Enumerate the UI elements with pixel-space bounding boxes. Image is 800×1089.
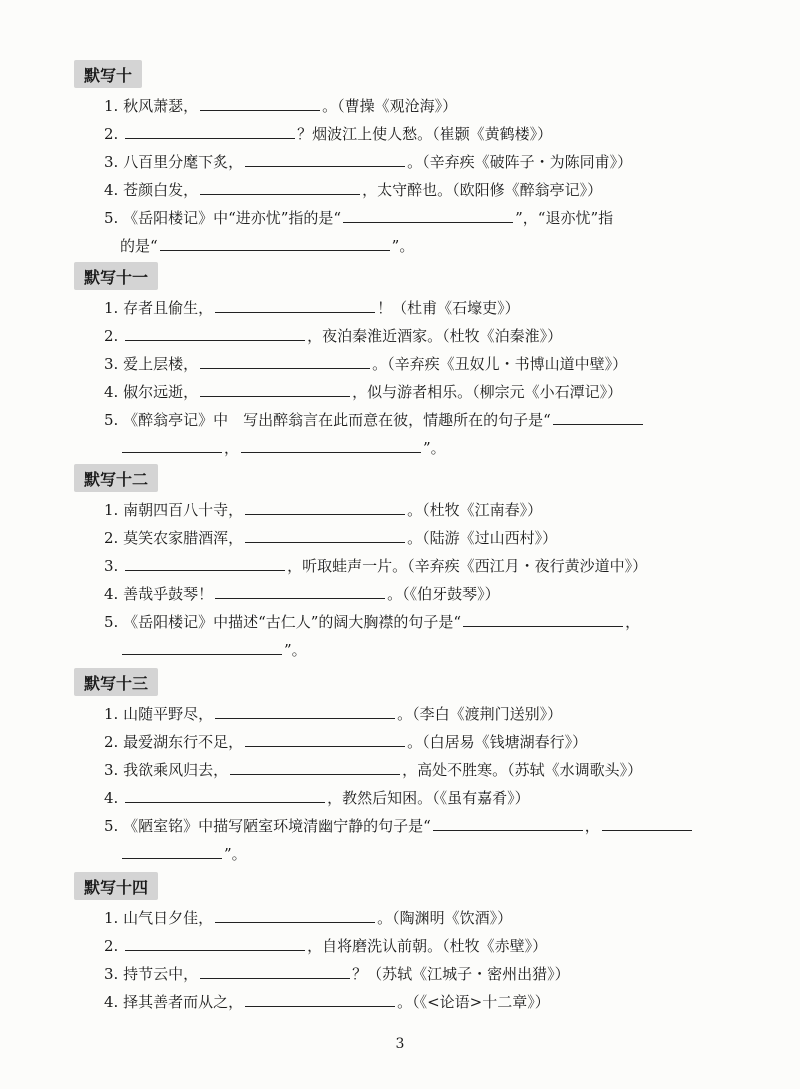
question-text: ！（杜甫《石壕吏》） — [377, 299, 520, 317]
question-line — [72, 322, 712, 350]
answer-blank[interactable] — [200, 178, 360, 195]
question-text: ？（苏轼《江城子・密州出猎》） — [352, 965, 570, 983]
answer-blank[interactable] — [200, 352, 370, 369]
question-line-continued — [72, 636, 712, 664]
question-number: 5. — [104, 411, 119, 429]
question-line — [72, 960, 712, 988]
question-number: 2. — [104, 937, 119, 955]
question-text: 俶尔远逝， — [123, 383, 199, 401]
question-text: 善哉乎鼓琴！ — [123, 585, 214, 603]
answer-blank[interactable] — [245, 526, 405, 543]
question-text: 《岳阳楼记》中描述“古仁人”的阔大胸襟的句子是“ — [123, 613, 462, 631]
answer-blank[interactable] — [200, 380, 350, 397]
question-number: 1. — [104, 299, 119, 317]
question-text: ，夜泊秦淮近酒家。（杜牧《泊秦淮》） — [307, 327, 563, 345]
question-line — [72, 932, 712, 960]
question-text: 存者且偷生， — [123, 299, 214, 317]
question-line — [72, 204, 712, 232]
answer-blank[interactable] — [215, 296, 375, 313]
question-number: 3. — [104, 153, 119, 171]
answer-blank[interactable] — [215, 582, 385, 599]
answer-blank[interactable] — [125, 324, 305, 341]
question-number: 5. — [104, 817, 119, 835]
question-text: ”。 — [423, 439, 446, 457]
question-line — [72, 350, 712, 378]
answer-blank[interactable] — [245, 990, 395, 1007]
section-heading: 默写十 — [74, 60, 142, 88]
question-text: 《陋室铭》中描写陋室环境清幽宁静的句子是“ — [123, 817, 431, 835]
question-number: 3. — [104, 761, 119, 779]
question-number: 2. — [104, 529, 119, 547]
section-heading: 默写十四 — [74, 872, 158, 900]
question-text: ，教然后知困。（《虽有嘉肴》） — [327, 789, 530, 807]
question-text: 。（陆游《过山西村》） — [407, 529, 558, 547]
question-text: ”。 — [391, 237, 415, 255]
question-line-continued — [72, 232, 712, 260]
question-text: 。（《<论语>十二章》） — [397, 993, 550, 1011]
question-line — [72, 988, 712, 1016]
question-text: 。（白居易《钱塘湖春行》） — [407, 733, 588, 751]
question-line — [72, 524, 712, 552]
question-number: 4. — [104, 383, 119, 401]
answer-blank[interactable] — [215, 906, 375, 923]
question-number: 3. — [104, 965, 119, 983]
answer-blank[interactable] — [245, 498, 405, 515]
answer-blank[interactable] — [463, 610, 623, 627]
question-text: ？烟波江上使人愁。（崔颢《黄鹤楼》） — [297, 125, 553, 143]
answer-blank[interactable] — [122, 638, 282, 655]
answer-blank[interactable] — [433, 814, 583, 831]
question-line — [72, 148, 712, 176]
answer-blank[interactable] — [215, 702, 395, 719]
question-line — [72, 92, 712, 120]
question-text: ，自将磨洗认前朝。（杜牧《赤壁》） — [307, 937, 548, 955]
question-text: 择其善者而从之， — [123, 993, 244, 1011]
question-text: ， — [224, 439, 240, 457]
answer-blank[interactable] — [200, 94, 320, 111]
question-line — [72, 904, 712, 932]
question-number: 4. — [104, 181, 119, 199]
answer-blank[interactable] — [245, 730, 405, 747]
question-text: ，听取蛙声一片。（辛弃疾《西江月・夜行黄沙道中》） — [287, 557, 648, 575]
section-heading: 默写十二 — [74, 464, 158, 492]
page-number: 3 — [395, 1036, 405, 1052]
section-11 — [72, 262, 712, 462]
question-text: 山气日夕佳， — [123, 909, 214, 927]
question-number: 1. — [104, 705, 119, 723]
question-text: 山随平野尽， — [123, 705, 214, 723]
answer-blank[interactable] — [200, 962, 350, 979]
question-text: 。（辛弃疾《破阵子・为陈同甫》） — [407, 153, 633, 171]
question-number: 2. — [104, 327, 119, 345]
question-line — [72, 700, 712, 728]
section-13 — [72, 668, 712, 868]
question-line — [72, 406, 712, 434]
question-number: 4. — [104, 993, 119, 1011]
answer-blank[interactable] — [125, 554, 285, 571]
question-number: 2. — [104, 733, 119, 751]
question-number: 4. — [104, 585, 119, 603]
section-heading: 默写十三 — [74, 668, 158, 696]
question-number: 5. — [104, 209, 119, 227]
question-text: 。（曹操《观沧海》） — [322, 97, 458, 115]
answer-blank[interactable] — [122, 436, 222, 453]
answer-blank[interactable] — [125, 934, 305, 951]
answer-blank[interactable] — [602, 814, 692, 831]
question-text: ”。 — [284, 641, 307, 659]
question-number: 1. — [104, 97, 119, 115]
question-number: 3. — [104, 557, 119, 575]
question-text: 爱上层楼， — [123, 355, 199, 373]
answer-blank[interactable] — [230, 758, 400, 775]
question-line — [72, 496, 712, 524]
question-text: ”。 — [224, 845, 247, 863]
question-line — [72, 580, 712, 608]
question-text: 。（李白《渡荆门送别》） — [397, 705, 563, 723]
question-line — [72, 608, 712, 636]
question-number: 2. — [104, 125, 119, 143]
section-12 — [72, 464, 712, 664]
question-text: 我欲乘风归去， — [123, 761, 229, 779]
question-text: 持节云中， — [123, 965, 199, 983]
answer-blank[interactable] — [160, 234, 390, 251]
question-text: 《醉翁亭记》中 写出醉翁言在此而意在彼，情趣所在的句子是“ — [123, 411, 551, 429]
question-text: 。（辛弃疾《丑奴儿・书博山道中壁》） — [372, 355, 628, 373]
question-line — [72, 812, 712, 840]
question-number: 1. — [104, 909, 119, 927]
question-line — [72, 294, 712, 322]
question-text: 的是“ — [120, 237, 158, 255]
section-heading: 默写十一 — [74, 262, 158, 290]
question-line — [72, 120, 712, 148]
question-text: ”，“退亦忧”指 — [515, 209, 614, 227]
question-text: ，高处不胜寒。（苏轼《水调歌头》） — [402, 761, 643, 779]
question-text: ，似与游者相乐。（柳宗元《小石潭记》） — [352, 383, 623, 401]
question-text: 。（《伯牙鼓琴》） — [387, 585, 500, 603]
answer-blank[interactable] — [343, 206, 513, 223]
question-text: 八百里分麾下炙， — [123, 153, 244, 171]
question-number: 5. — [104, 613, 119, 631]
question-number: 1. — [104, 501, 119, 519]
question-line — [72, 784, 712, 812]
answer-blank[interactable] — [122, 842, 222, 859]
question-text: ， — [625, 613, 641, 631]
question-line — [72, 378, 712, 406]
question-line-continued — [72, 840, 712, 868]
question-number: 4. — [104, 789, 119, 807]
answer-blank[interactable] — [553, 408, 643, 425]
question-text: 苍颜白发， — [123, 181, 199, 199]
question-text: 。（陶渊明《饮酒》） — [377, 909, 513, 927]
question-number: 3. — [104, 355, 119, 373]
answer-blank[interactable] — [245, 150, 405, 167]
question-text: ， — [584, 817, 600, 835]
question-text: 《岳阳楼记》中“进亦忧”指的是“ — [123, 209, 342, 227]
question-text: 最爱湖东行不足， — [123, 733, 244, 751]
answer-blank[interactable] — [241, 436, 421, 453]
question-line — [72, 176, 712, 204]
section-14 — [72, 872, 712, 1016]
question-text: 南朝四百八十寺， — [123, 501, 244, 519]
question-line-continued — [72, 434, 712, 462]
question-line — [72, 728, 712, 756]
question-line — [72, 756, 712, 784]
question-text: 秋风萧瑟， — [123, 97, 199, 115]
answer-blank[interactable] — [125, 786, 325, 803]
question-text: 莫笑农家腊酒浑， — [123, 529, 244, 547]
question-line — [72, 552, 712, 580]
answer-blank[interactable] — [125, 122, 295, 139]
section-10 — [72, 60, 712, 260]
question-text: 。（杜牧《江南春》） — [407, 501, 543, 519]
question-text: ，太守醉也。（欧阳修《醉翁亭记》） — [362, 181, 603, 199]
